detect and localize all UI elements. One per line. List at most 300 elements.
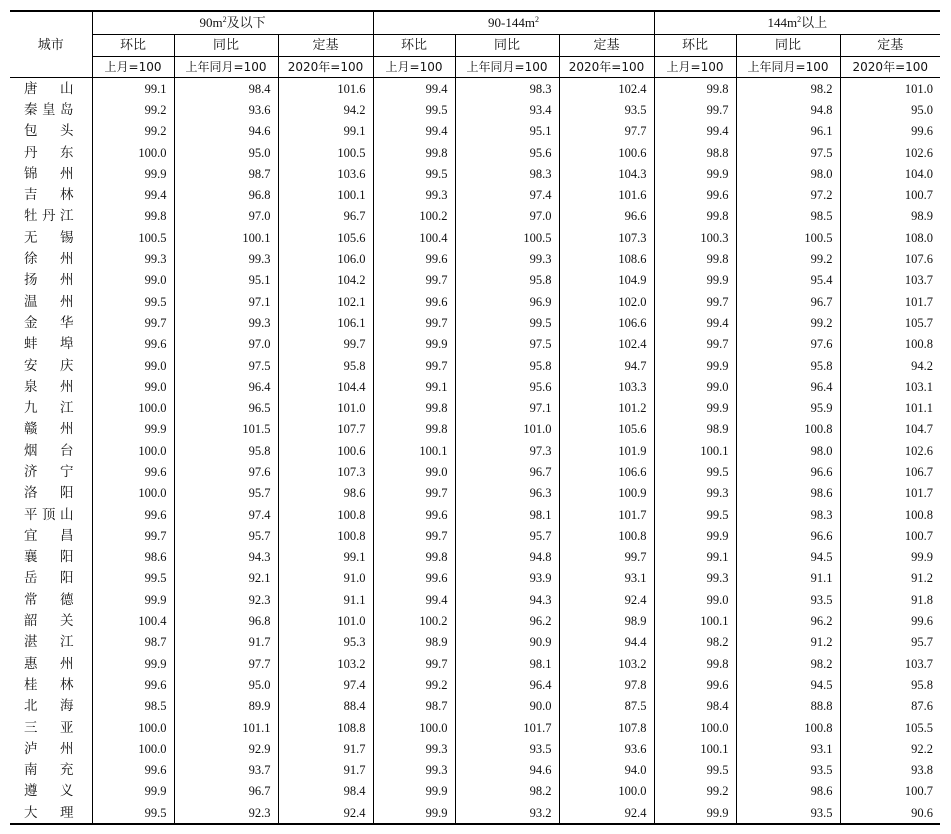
index-value-cell: 100.0 — [559, 781, 654, 802]
index-value-cell: 92.4 — [559, 589, 654, 610]
city-name: 平顶山 — [24, 506, 74, 523]
index-value-cell: 100.4 — [92, 610, 174, 631]
index-value-cell: 96.6 — [736, 461, 840, 482]
index-value-cell: 99.7 — [654, 334, 736, 355]
index-value-cell: 93.5 — [559, 99, 654, 120]
city-name: 南充 — [24, 762, 74, 779]
index-value-cell: 100.0 — [92, 717, 174, 738]
index-value-cell: 99.2 — [92, 99, 174, 120]
city-name: 大理 — [10, 802, 92, 824]
index-value-cell: 104.7 — [840, 419, 940, 440]
index-value-cell: 95.7 — [174, 483, 278, 504]
index-value-cell: 94.7 — [559, 355, 654, 376]
base-label: 上年同月=100 — [736, 57, 840, 78]
index-value-cell: 96.6 — [736, 525, 840, 546]
index-value-cell: 91.8 — [840, 589, 940, 610]
index-value-cell: 100.4 — [373, 227, 455, 248]
index-value-cell: 100.5 — [455, 227, 559, 248]
index-value-cell: 90.6 — [840, 802, 940, 824]
index-value-cell: 108.6 — [559, 248, 654, 269]
index-value-cell: 102.4 — [559, 334, 654, 355]
index-value-cell: 100.6 — [559, 142, 654, 163]
city-name: 扬州 — [24, 272, 74, 289]
table-row — [10, 440, 940, 461]
index-value-cell: 98.2 — [736, 78, 840, 100]
index-value-cell: 99.0 — [92, 270, 174, 291]
index-value-cell: 100.1 — [174, 227, 278, 248]
price-index-table — [10, 10, 940, 825]
index-value-cell: 98.6 — [736, 483, 840, 504]
index-value-cell: 95.0 — [840, 99, 940, 120]
index-value-cell: 98.5 — [92, 696, 174, 717]
index-value-cell: 95.1 — [455, 121, 559, 142]
index-value-cell: 95.0 — [174, 142, 278, 163]
index-value-cell: 99.6 — [654, 674, 736, 695]
index-value-cell: 107.8 — [559, 717, 654, 738]
index-value-cell: 99.6 — [373, 504, 455, 525]
index-value-cell: 90.9 — [455, 632, 559, 653]
index-value-cell: 99.7 — [373, 312, 455, 333]
index-value-cell: 98.6 — [278, 483, 373, 504]
index-value-cell: 91.7 — [278, 738, 373, 759]
table-row — [10, 206, 940, 227]
index-value-cell: 101.0 — [840, 78, 940, 100]
index-value-cell: 99.3 — [174, 312, 278, 333]
index-value-cell: 97.1 — [455, 397, 559, 418]
index-value-cell: 99.7 — [373, 525, 455, 546]
index-value-cell: 99.8 — [654, 78, 736, 100]
city-name: 洛阳 — [24, 485, 74, 502]
yoy-header: 同比 — [455, 35, 559, 57]
index-value-cell: 92.3 — [174, 802, 278, 824]
city-name: 襄阳 — [24, 549, 74, 566]
table-row — [10, 248, 940, 269]
index-value-cell: 105.5 — [840, 717, 940, 738]
index-value-cell: 99.6 — [92, 461, 174, 482]
index-value-cell: 91.7 — [278, 760, 373, 781]
table-row — [10, 504, 940, 525]
index-value-cell: 96.3 — [455, 483, 559, 504]
table-row — [10, 674, 940, 695]
index-value-cell: 100.8 — [736, 717, 840, 738]
index-value-cell: 96.8 — [174, 610, 278, 631]
index-value-cell: 99.9 — [654, 163, 736, 184]
index-value-cell: 97.6 — [736, 334, 840, 355]
index-value-cell: 99.6 — [92, 674, 174, 695]
index-value-cell: 98.7 — [373, 696, 455, 717]
index-value-cell: 99.3 — [174, 248, 278, 269]
index-value-cell: 96.4 — [174, 376, 278, 397]
index-value-cell: 98.9 — [840, 206, 940, 227]
index-value-cell: 99.5 — [92, 802, 174, 824]
index-value-cell: 94.2 — [278, 99, 373, 120]
index-value-cell: 99.7 — [654, 291, 736, 312]
index-value-cell: 95.8 — [840, 674, 940, 695]
index-value-cell: 104.9 — [559, 270, 654, 291]
group-header-large: $144m^2$以上 — [654, 11, 940, 35]
table-row — [10, 760, 940, 781]
city-name: 徐州 — [24, 251, 74, 268]
index-value-cell: 96.2 — [455, 610, 559, 631]
city-column-header: 城市 — [10, 11, 92, 78]
index-value-cell: 94.4 — [559, 632, 654, 653]
index-value-cell: 98.6 — [92, 547, 174, 568]
yoy-header: 同比 — [174, 35, 278, 57]
index-value-cell: 99.2 — [92, 121, 174, 142]
city-name: 遵义 — [24, 783, 74, 800]
index-value-cell: 101.7 — [455, 717, 559, 738]
index-value-cell: 99.2 — [736, 248, 840, 269]
index-value-cell: 103.3 — [559, 376, 654, 397]
index-value-cell: 99.7 — [559, 547, 654, 568]
index-value-cell: 100.6 — [278, 440, 373, 461]
index-value-cell: 99.6 — [373, 568, 455, 589]
index-value-cell: 99.9 — [654, 355, 736, 376]
index-value-cell: 93.5 — [736, 589, 840, 610]
index-value-cell: 99.8 — [654, 653, 736, 674]
table-row — [10, 781, 940, 802]
index-value-cell: 99.8 — [373, 547, 455, 568]
index-value-cell: 104.4 — [278, 376, 373, 397]
index-value-cell: 97.5 — [455, 334, 559, 355]
index-value-cell: 99.9 — [92, 781, 174, 802]
index-value-cell: 95.8 — [736, 355, 840, 376]
index-value-cell: 94.3 — [174, 547, 278, 568]
index-value-cell: 88.8 — [736, 696, 840, 717]
index-value-cell: 94.5 — [736, 674, 840, 695]
index-value-cell: 99.2 — [654, 781, 736, 802]
index-value-cell: 91.1 — [736, 568, 840, 589]
index-value-cell: 94.6 — [455, 760, 559, 781]
city-name: 蚌埠 — [24, 336, 74, 353]
index-value-cell: 100.8 — [278, 504, 373, 525]
index-value-cell: 99.9 — [654, 525, 736, 546]
index-value-cell: 99.9 — [654, 397, 736, 418]
index-value-cell: 99.0 — [654, 589, 736, 610]
table-body — [10, 78, 940, 825]
table-row — [10, 227, 940, 248]
index-value-cell: 99.0 — [373, 461, 455, 482]
index-value-cell: 100.8 — [840, 504, 940, 525]
index-value-cell: 99.5 — [455, 312, 559, 333]
index-value-cell: 100.8 — [736, 419, 840, 440]
table-row — [10, 653, 940, 674]
index-value-cell: 89.9 — [174, 696, 278, 717]
index-value-cell: 96.7 — [278, 206, 373, 227]
index-value-cell: 100.1 — [278, 184, 373, 205]
table-row — [10, 696, 940, 717]
index-value-cell: 99.1 — [373, 376, 455, 397]
index-value-cell: 104.3 — [559, 163, 654, 184]
header-row-bases — [10, 57, 940, 78]
index-value-cell: 97.8 — [559, 674, 654, 695]
index-value-cell: 99.6 — [373, 248, 455, 269]
index-value-cell: 92.4 — [278, 802, 373, 824]
city-name: 安庆 — [24, 357, 74, 374]
index-value-cell: 95.7 — [174, 525, 278, 546]
index-value-cell: 99.9 — [840, 547, 940, 568]
index-value-cell: 92.3 — [174, 589, 278, 610]
index-value-cell: 99.7 — [373, 483, 455, 504]
city-name: 烟台 — [24, 442, 74, 459]
index-value-cell: 95.3 — [278, 632, 373, 653]
index-value-cell: 92.1 — [174, 568, 278, 589]
mom-header: 环比 — [654, 35, 736, 57]
index-value-cell: 103.7 — [840, 653, 940, 674]
city-name: 包头 — [24, 123, 74, 140]
index-value-cell: 99.4 — [654, 312, 736, 333]
index-value-cell: 95.7 — [455, 525, 559, 546]
index-value-cell: 97.0 — [174, 206, 278, 227]
index-value-cell: 100.8 — [278, 525, 373, 546]
index-value-cell: 100.7 — [840, 184, 940, 205]
index-value-cell: 99.5 — [92, 568, 174, 589]
index-value-cell: 96.6 — [559, 206, 654, 227]
index-value-cell: 97.4 — [174, 504, 278, 525]
index-value-cell: 96.7 — [174, 781, 278, 802]
city-name: 湛江 — [24, 634, 74, 651]
city-name: 济宁 — [24, 463, 74, 480]
index-value-cell: 91.2 — [736, 632, 840, 653]
index-value-cell: 97.1 — [174, 291, 278, 312]
index-value-cell: 100.2 — [373, 206, 455, 227]
table-row — [10, 163, 940, 184]
index-value-cell: 93.5 — [736, 802, 840, 824]
index-value-cell: 98.5 — [736, 206, 840, 227]
index-value-cell: 99.3 — [92, 248, 174, 269]
index-value-cell: 98.6 — [736, 781, 840, 802]
index-value-cell: 100.1 — [654, 738, 736, 759]
index-value-cell: 99.7 — [92, 525, 174, 546]
index-value-cell: 97.2 — [736, 184, 840, 205]
index-value-cell: 100.9 — [559, 483, 654, 504]
index-value-cell: 101.5 — [174, 419, 278, 440]
table-row — [10, 291, 940, 312]
index-value-cell: 95.6 — [455, 142, 559, 163]
index-value-cell: 99.3 — [373, 738, 455, 759]
index-value-cell: 99.1 — [278, 547, 373, 568]
index-value-cell: 99.3 — [654, 483, 736, 504]
index-value-cell: 101.0 — [278, 397, 373, 418]
index-value-cell: 100.1 — [373, 440, 455, 461]
index-value-cell: 96.7 — [455, 461, 559, 482]
index-value-cell: 103.6 — [278, 163, 373, 184]
index-value-cell: 99.9 — [92, 653, 174, 674]
index-value-cell: 99.6 — [840, 121, 940, 142]
index-value-cell: 91.7 — [174, 632, 278, 653]
city-name: 温州 — [24, 293, 74, 310]
base-label: 2020年=100 — [559, 57, 654, 78]
index-value-cell: 92.2 — [840, 738, 940, 759]
index-value-cell: 95.4 — [736, 270, 840, 291]
index-value-cell: 103.1 — [840, 376, 940, 397]
group-header-small: $90m^2$及以下 — [92, 11, 373, 35]
index-value-cell: 99.5 — [373, 163, 455, 184]
index-value-cell: 99.7 — [373, 355, 455, 376]
index-value-cell: 100.0 — [92, 483, 174, 504]
index-value-cell: 101.2 — [559, 397, 654, 418]
city-name: 宜昌 — [24, 527, 74, 544]
index-value-cell: 98.7 — [92, 632, 174, 653]
index-value-cell: 98.9 — [654, 419, 736, 440]
index-value-cell: 108.8 — [278, 717, 373, 738]
index-value-cell: 99.7 — [278, 334, 373, 355]
index-value-cell: 99.1 — [278, 121, 373, 142]
index-value-cell: 97.3 — [455, 440, 559, 461]
index-value-cell: 98.2 — [455, 781, 559, 802]
index-value-cell: 91.0 — [278, 568, 373, 589]
table-row — [10, 589, 940, 610]
table-row — [10, 568, 940, 589]
index-value-cell: 99.8 — [373, 419, 455, 440]
index-value-cell: 100.5 — [92, 227, 174, 248]
index-value-cell: 98.4 — [278, 781, 373, 802]
index-value-cell: 99.1 — [92, 78, 174, 100]
table-row — [10, 121, 940, 142]
index-value-cell: 88.4 — [278, 696, 373, 717]
index-value-cell: 94.2 — [840, 355, 940, 376]
index-value-cell: 99.5 — [373, 99, 455, 120]
index-value-cell: 98.3 — [455, 78, 559, 100]
index-value-cell: 99.0 — [92, 376, 174, 397]
index-value-cell: 102.0 — [559, 291, 654, 312]
index-value-cell: 97.7 — [174, 653, 278, 674]
header-row-area-groups — [10, 11, 940, 35]
index-value-cell: 94.8 — [736, 99, 840, 120]
index-value-cell: 103.7 — [840, 270, 940, 291]
index-value-cell: 93.1 — [736, 738, 840, 759]
index-value-cell: 98.2 — [736, 653, 840, 674]
table-row — [10, 547, 940, 568]
index-value-cell: 96.9 — [455, 291, 559, 312]
index-value-cell: 99.8 — [373, 142, 455, 163]
mom-header: 环比 — [92, 35, 174, 57]
table-row — [10, 610, 940, 631]
index-value-cell: 99.2 — [736, 312, 840, 333]
index-value-cell: 95.7 — [840, 632, 940, 653]
index-value-cell: 99.5 — [92, 291, 174, 312]
index-value-cell: 99.6 — [840, 610, 940, 631]
city-name: 牡丹江 — [24, 208, 74, 225]
index-value-cell: 96.4 — [736, 376, 840, 397]
index-value-cell: 91.2 — [840, 568, 940, 589]
header-row-index-types — [10, 35, 940, 57]
city-name: 唐山 — [24, 80, 74, 97]
index-value-cell: 95.8 — [455, 355, 559, 376]
index-value-cell: 93.6 — [559, 738, 654, 759]
base-label: 上年同月=100 — [174, 57, 278, 78]
index-value-cell: 91.1 — [278, 589, 373, 610]
table-row — [10, 355, 940, 376]
index-value-cell: 97.0 — [455, 206, 559, 227]
index-value-cell: 100.8 — [840, 334, 940, 355]
city-name: 九江 — [24, 400, 74, 417]
index-value-cell: 98.0 — [736, 440, 840, 461]
index-value-cell: 93.9 — [455, 568, 559, 589]
index-value-cell: 101.1 — [174, 717, 278, 738]
index-value-cell: 99.6 — [92, 504, 174, 525]
index-value-cell: 98.8 — [654, 142, 736, 163]
index-value-cell: 100.0 — [92, 142, 174, 163]
index-value-cell: 101.1 — [840, 397, 940, 418]
index-value-cell: 100.0 — [92, 738, 174, 759]
index-value-cell: 96.1 — [736, 121, 840, 142]
index-value-cell: 101.7 — [840, 483, 940, 504]
table-row — [10, 184, 940, 205]
index-value-cell: 97.6 — [174, 461, 278, 482]
index-value-cell: 95.8 — [455, 270, 559, 291]
index-value-cell: 99.9 — [654, 802, 736, 824]
index-value-cell: 96.7 — [736, 291, 840, 312]
table-row — [10, 376, 940, 397]
index-value-cell: 100.7 — [840, 525, 940, 546]
index-value-cell: 100.8 — [559, 525, 654, 546]
index-value-cell: 101.7 — [840, 291, 940, 312]
index-value-cell: 100.0 — [373, 717, 455, 738]
index-value-cell: 94.3 — [455, 589, 559, 610]
table-row — [10, 99, 940, 120]
index-value-cell: 94.0 — [559, 760, 654, 781]
index-value-cell: 100.0 — [654, 717, 736, 738]
index-value-cell: 90.0 — [455, 696, 559, 717]
index-value-cell: 100.0 — [92, 440, 174, 461]
table-row — [10, 78, 940, 100]
city-name: 岳阳 — [24, 570, 74, 587]
yoy-header: 同比 — [736, 35, 840, 57]
index-value-cell: 87.6 — [840, 696, 940, 717]
index-value-cell: 99.4 — [654, 121, 736, 142]
base-label: 2020年=100 — [278, 57, 373, 78]
base-label: 上月=100 — [92, 57, 174, 78]
index-value-cell: 99.7 — [373, 270, 455, 291]
index-value-cell: 107.3 — [559, 227, 654, 248]
index-value-cell: 92.9 — [174, 738, 278, 759]
index-value-cell: 99.9 — [373, 781, 455, 802]
index-value-cell: 99.8 — [92, 206, 174, 227]
index-value-cell: 97.0 — [174, 334, 278, 355]
index-value-cell: 98.1 — [455, 504, 559, 525]
index-value-cell: 99.2 — [373, 674, 455, 695]
city-name: 无锡 — [24, 229, 74, 246]
index-value-cell: 102.1 — [278, 291, 373, 312]
index-value-cell: 97.4 — [278, 674, 373, 695]
city-name: 韶关 — [24, 613, 74, 630]
index-value-cell: 99.4 — [92, 184, 174, 205]
index-value-cell: 100.1 — [654, 610, 736, 631]
index-value-cell: 95.9 — [736, 397, 840, 418]
index-value-cell: 93.6 — [174, 99, 278, 120]
index-value-cell: 92.4 — [559, 802, 654, 824]
city-name: 泸州 — [24, 740, 74, 757]
index-value-cell: 99.3 — [455, 248, 559, 269]
city-name: 三亚 — [24, 719, 74, 736]
index-value-cell: 99.5 — [654, 461, 736, 482]
index-value-cell: 93.8 — [840, 760, 940, 781]
index-value-cell: 98.1 — [455, 653, 559, 674]
index-value-cell: 87.5 — [559, 696, 654, 717]
index-value-cell: 96.8 — [174, 184, 278, 205]
index-value-cell: 99.7 — [92, 312, 174, 333]
table-row — [10, 334, 940, 355]
index-value-cell: 101.0 — [278, 610, 373, 631]
table-row — [10, 270, 940, 291]
table-row — [10, 142, 940, 163]
index-value-cell: 105.7 — [840, 312, 940, 333]
index-value-cell: 97.5 — [736, 142, 840, 163]
index-value-cell: 100.7 — [840, 781, 940, 802]
index-value-cell: 93.7 — [174, 760, 278, 781]
mom-header: 环比 — [373, 35, 455, 57]
